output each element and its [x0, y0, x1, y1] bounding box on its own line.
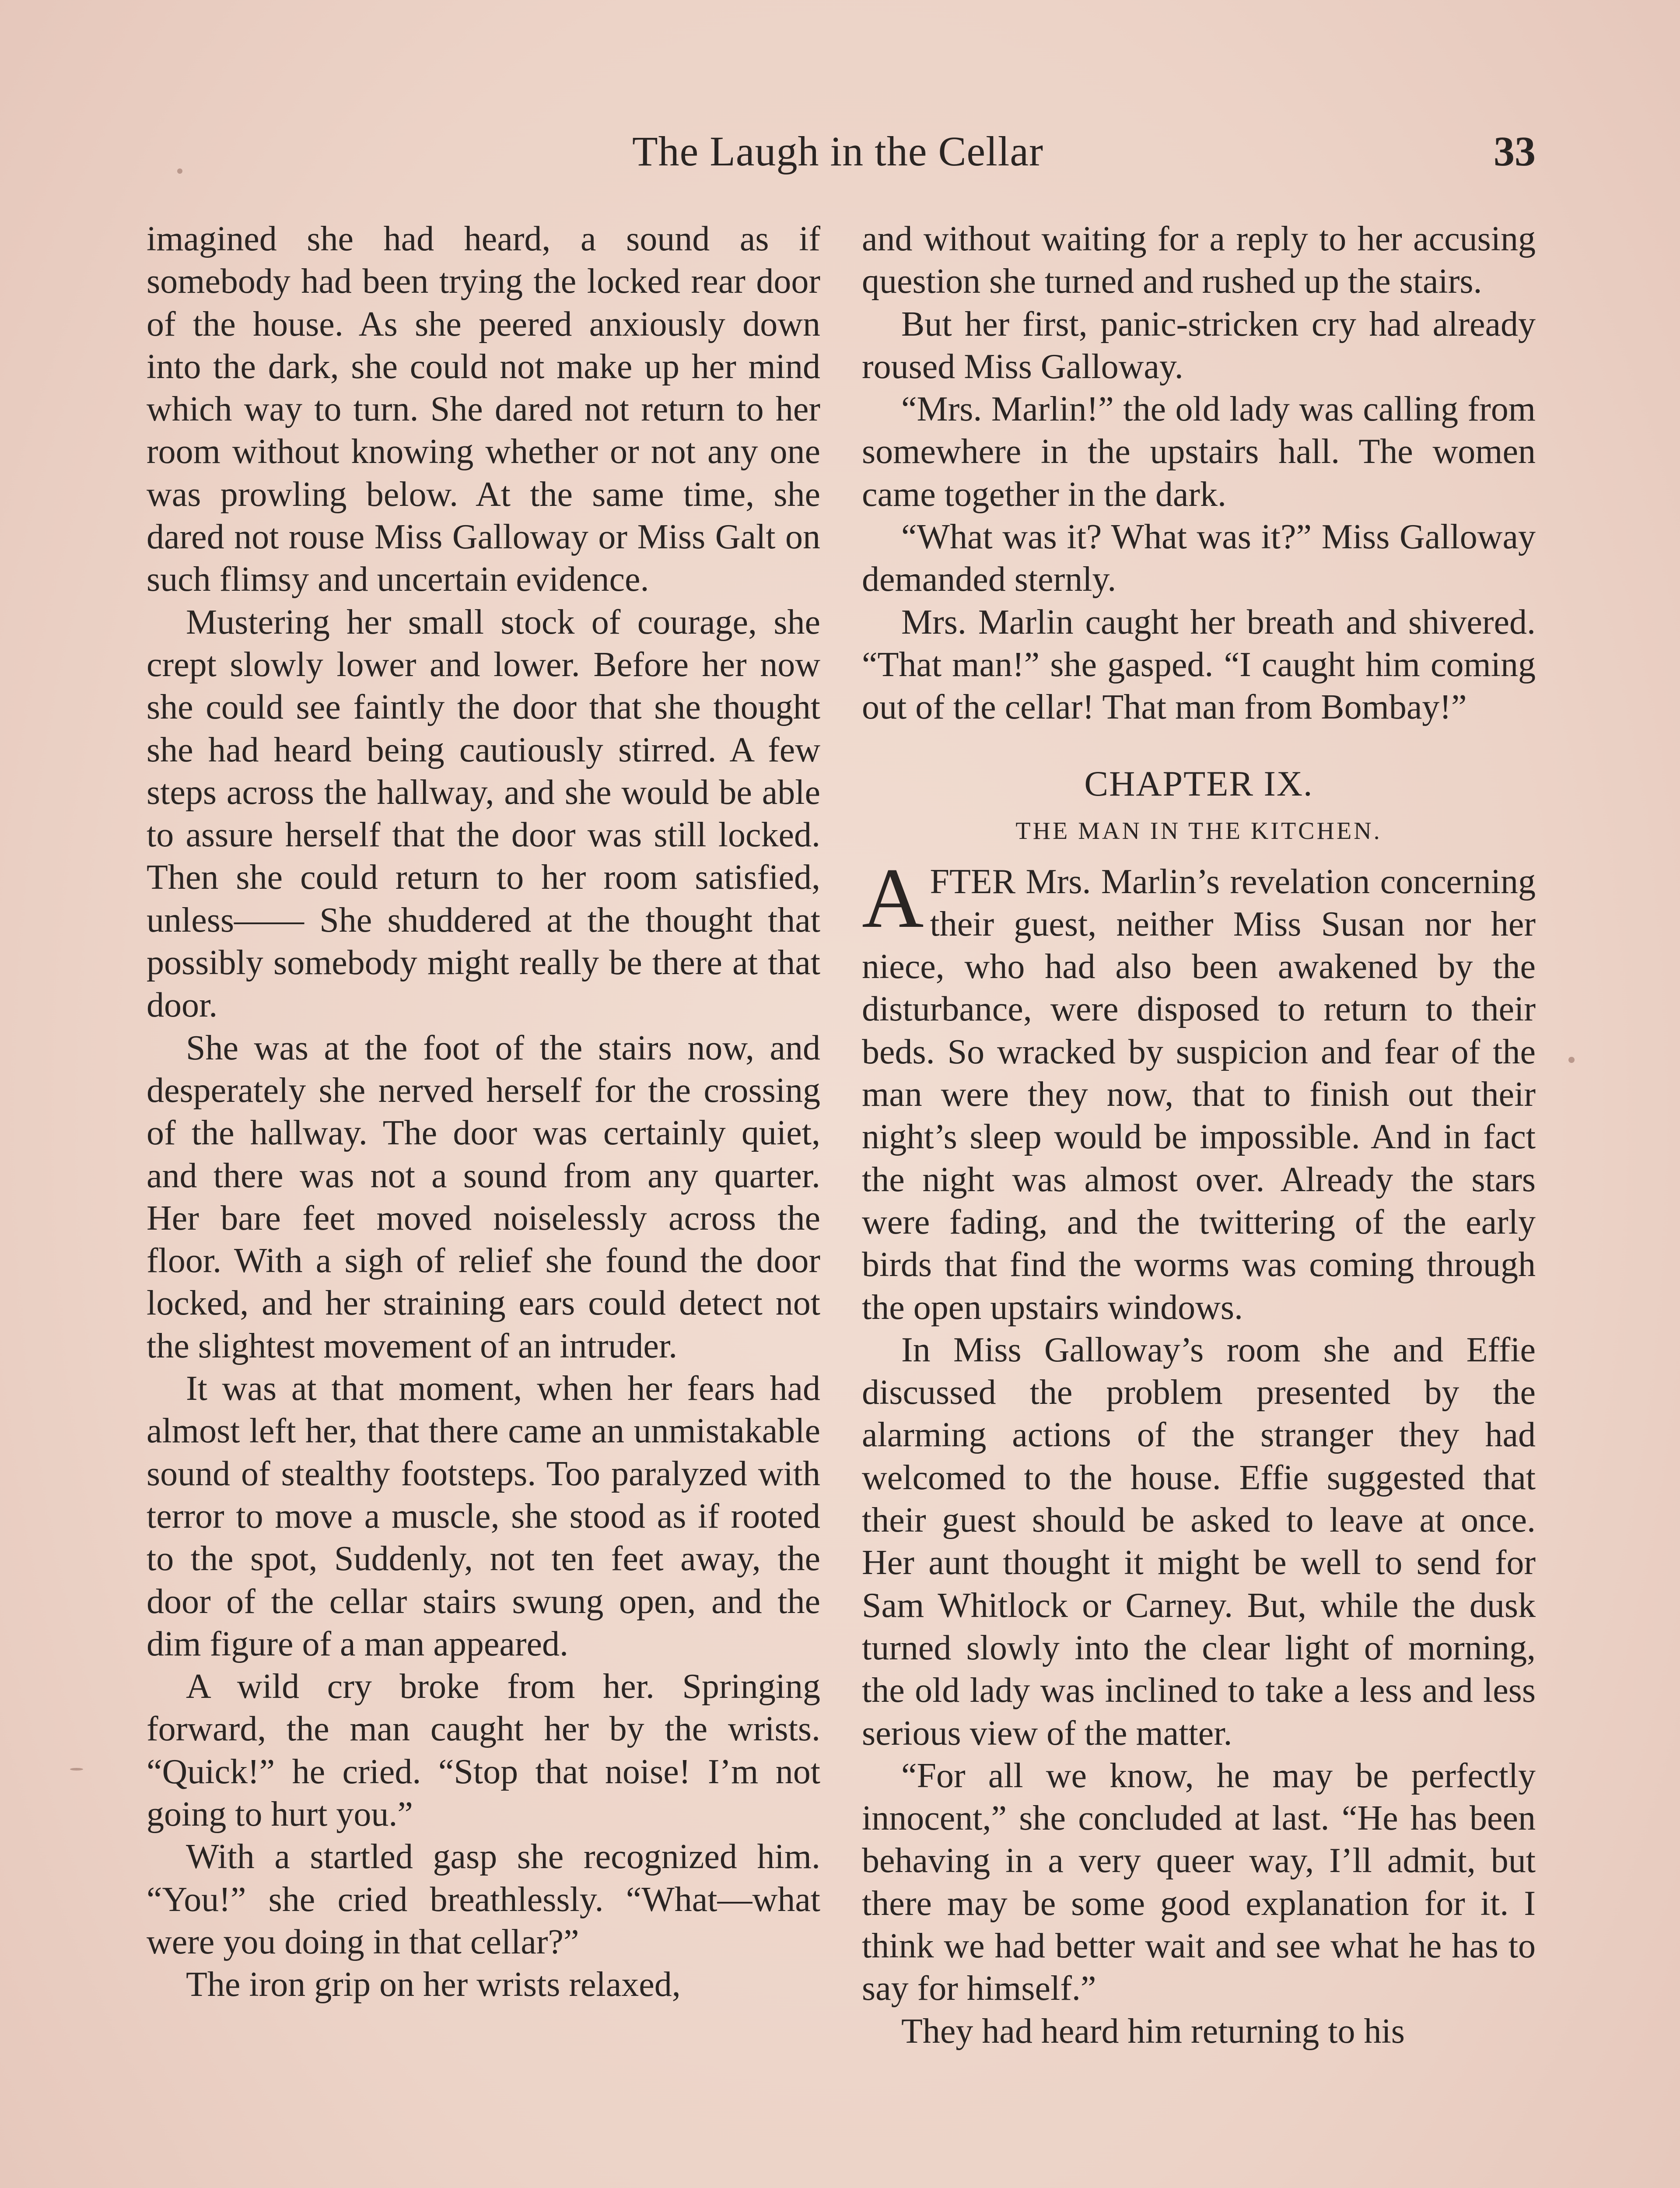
page-number: 33: [1494, 128, 1536, 175]
paragraph: “For all we know, he may be perfectly innocent,” she concluded at last. “He has been behaving in a very queer way, I’ll admit, but there may be some good explanation for it. I think we had better wait and see what he has to say for himself.”: [862, 1756, 1536, 2008]
paragraph: imagined she had heard, a sound as if somebody had been trying the locked rear door of the house. As she peered anxiously down into the dark, she could not make up her mind which way to turn. She dared not return to her room without knowing whether or not any one was prowling below. At the same time, she dared not rouse Miss Galloway or Miss Galt on such flimsy and uncertain evidence.: [147, 220, 820, 599]
paragraph: With a startled gasp she recognized him. “You!” she cried breathlessly. “What—what were you doing in that cellar?”: [147, 1837, 820, 1961]
opening-text: FTER Mrs. Marlin’s revelation concerning their guest, neither Miss Susan nor her niece, who had also been awakened by the disturbance, were disposed to return to their beds. So wracked by suspicion and fear of the man were they now, that to finish out their night’s sleep would be impossible. And in fact the night was almost over. Already the stars were fading, and the twittering of the early birds that find the worms was coming through the open upstairs windows.: [862, 862, 1536, 1327]
paper-speck: [70, 1768, 83, 1771]
chapter-subtitle: THE MAN IN THE KITCHEN.: [1015, 817, 1382, 845]
paragraph: “Mrs. Marlin!” the old lady was calling from somewhere in the upstairs hall. The women came together in the dark.: [862, 390, 1536, 514]
paragraph: She was at the foot of the stairs now, and desperately she nerved herself for the crossing of the hallway. The door was certainly quiet, and there was not a sound from any quarter. Her bare feet moved noiselessly across the floor. With a sigh of relief she found the door locked, and her straining ears could detect not the slightest movement of an intruder.: [147, 1028, 820, 1365]
paragraph: A wild cry broke from her. Springing forward, the man caught her by the wrists. “Quick!” he cried. “Stop that noise! I’m not going to hurt you.”: [147, 1667, 820, 1834]
paragraph: In Miss Galloway’s room she and Effie discussed the problem presented by the alarming actions of the stranger they had welcomed to the house. Effie suggested that their guest should be asked to leave at once. Her aunt thought it might be well to send for Sam Whitlock or Carney. But, while the dusk turned slowly into the clear light of morning, the old lady was inclined to take a less and less serious view of the matter.: [862, 1330, 1536, 1753]
paragraph: and without waiting for a reply to her accusing question she turned and rushed up the stairs.: [862, 220, 1536, 301]
chapter-heading: CHAPTER IX.: [1084, 763, 1313, 803]
running-header: [140, 127, 1536, 193]
paragraph: Mrs. Marlin caught her breath and shivered. “That man!” she gasped. “I caught him coming out of the cellar! That man from Bombay!”: [862, 603, 1536, 727]
running-title: The Laugh in the Cellar: [632, 128, 1043, 175]
paper-speck: [1568, 1057, 1575, 1063]
paragraph: Mustering her small stock of courage, she crept slowly lower and lower. Before her now she could see faintly the door that she thought she had heard being cautiously stirred. A few steps across the hallway, and she would be able to assure herself that the door was still locked. Then she could return to her room satisfied, unless—— She shuddered at the thought that possibly somebody might really be there at that door.: [147, 603, 820, 1025]
paragraph: But her first, panic-stricken cry had already roused Miss Galloway.: [862, 305, 1536, 386]
paragraph: It was at that moment, when her fears had almost left her, that there came an unmistakable sound of stealthy footsteps. Too paralyzed with terror to move a muscle, she stood as if rooted to the spot, Suddenly, not ten feet away, the door of the cellar stairs swung open, and the dim figure of a man appeared.: [147, 1369, 820, 1663]
drop-cap: A: [862, 850, 924, 946]
paragraph: The iron grip on her wrists relaxed,: [186, 1965, 681, 2004]
left-column: [147, 218, 820, 2006]
paragraph: They had heard him returning to his: [901, 2012, 1405, 2051]
chapter-opening-paragraph: [862, 850, 1536, 1329]
paragraph: “What was it? What was it?” Miss Galloway demanded sternly.: [862, 518, 1536, 599]
right-column: [862, 218, 1536, 2053]
